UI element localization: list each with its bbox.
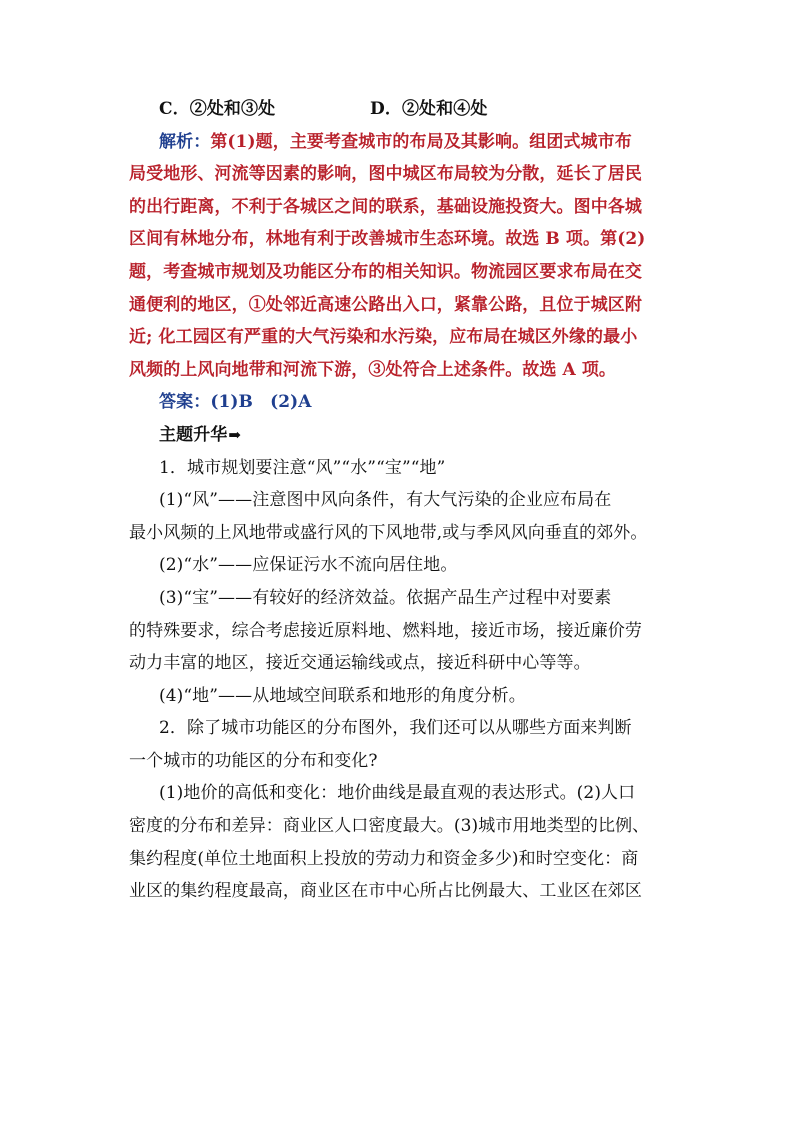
point-2-body-line-2: 密度的分布和差异：商业区人口密度最大。(3)城市用地类型的比例、 <box>129 816 650 837</box>
point-1-1-line-b: 最小风频的上风地带或盛行风的下风地带,或与季风风向垂直的郊外。 <box>129 522 648 543</box>
analysis-line-4: 区间有林地分布，林地有利于改善城市生态环境。故选 B 项。第(2) <box>129 229 646 250</box>
point-1-title: 1．城市规划要注意“风”“水”“宝”“地” <box>159 457 446 478</box>
point-1-3-line-b: 的特殊要求，综合考虑接近原料地、燃料地，接近市场，接近廉价劳 <box>129 620 642 641</box>
point-2-title-line-b: 一个城市的功能区的分布和变化? <box>129 750 378 771</box>
point-2-body-line-3: 集约程度(单位土地面积上投放的劳动力和资金多少)和时空变化：商 <box>129 848 639 869</box>
analysis-block <box>129 126 679 387</box>
analysis-line-3: 的出行距离，不利于各城区之间的联系，基础设施投资大。图中各城 <box>129 196 642 217</box>
point-1-3-line-a: (3)“宝”——有较好的经济效益。依据产品生产过程中对要素 <box>159 587 612 608</box>
analysis-line-1: 解析：第(1)题，主要考查城市的布局及其影响。组团式城市布 <box>159 131 632 152</box>
answer-value: (1)B (2)A <box>210 392 312 413</box>
point-1-2: (2)“水”——应保证污水不流向居住地。 <box>159 555 458 576</box>
point-1-3-line-c: 动力丰富的地区，接近交通运输线或点，接近科研中心等等。 <box>129 653 591 674</box>
answer-line <box>159 386 679 419</box>
analysis-label: 解析： <box>159 131 211 152</box>
answer-options-row <box>159 93 679 126</box>
analysis-line-5: 题，考查城市规划及功能区分布的相关知识。物流园区要求布局在交 <box>129 261 642 282</box>
answer-label: 答案： <box>159 392 211 413</box>
arrow-right-icon: ➡ <box>228 425 242 444</box>
point-2-body-line-1: (1)地价的高低和变化：地价曲线是最直观的表达形式。(2)人口 <box>159 783 636 804</box>
point-2-body-line-4: 业区的集约程度最高，商业区在市中心所占比例最大、工业区在郊区 <box>129 881 642 902</box>
point-1-4: (4)“地”——从地域空间联系和地形的角度分析。 <box>159 685 526 706</box>
analysis-line-2: 局受地形、河流等因素的影响，图中城区布局较为分散，延长了居民 <box>129 164 642 185</box>
analysis-line-8: 风频的上风向地带和河流下游，③处符合上述条件。故选 A 项。 <box>129 359 617 380</box>
analysis-line-6: 通便利的地区，①处邻近高速公路出入口，紧靠公路，且位于城区附 <box>129 294 642 315</box>
option-c: C．②处和③处 <box>159 99 276 119</box>
point-1-1-line-a: (1)“风”——注意图中风向条件，有大气污染的企业应布局在 <box>159 490 612 511</box>
topic-heading <box>159 419 679 452</box>
topic-title: 主题升华 <box>159 424 228 445</box>
analysis-line-7: 近; 化工园区有严重的大气污染和水污染，应布局在城区外缘的最小 <box>129 327 638 348</box>
option-d: D．②处和④处 <box>370 99 488 119</box>
document-page <box>129 93 679 908</box>
point-2-title-line-a: 2．除了城市功能区的分布图外，我们还可以从哪些方面来判断 <box>159 718 632 739</box>
